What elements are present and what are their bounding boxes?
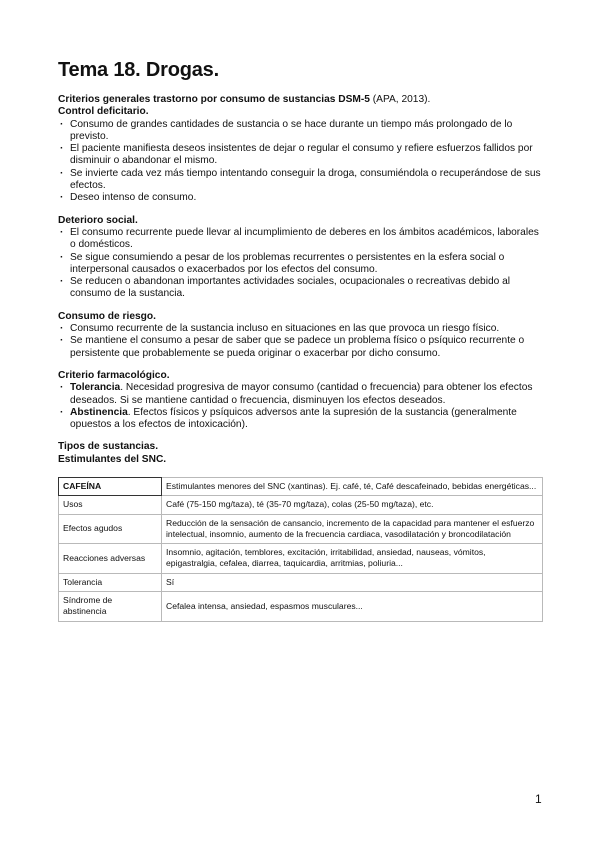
item-text: Se invierte cada vez más tiempo intentando conseguir la droga, consumiéndola o recuperándose de sus efectos. [70, 167, 541, 192]
list-item [58, 168, 545, 193]
list-item [58, 382, 545, 407]
caffeine-table [58, 477, 543, 622]
table-row [59, 496, 543, 514]
row-key: Tolerancia [59, 573, 162, 591]
item-text: Consumo recurrente de la sustancia incluso en situaciones en las que provoca un riesgo físico. [70, 323, 500, 335]
section-heading: Consumo de riesgo. [58, 310, 156, 322]
stimulants-heading: Estimulantes del SNC. [58, 453, 167, 465]
item-bold: Abstinencia [70, 406, 128, 418]
section-control-deficitario [58, 106, 545, 204]
row-value: Insomnio, agitación, temblores, excitación, irritabilidad, ansiedad, nauseas, vómitos, epigastralgia, cefalea, diarrea, taquicardia, arritmias, poliuria... [162, 544, 543, 574]
list-item [58, 323, 545, 335]
bullet-list [58, 323, 545, 360]
list-item [58, 227, 545, 252]
item-text: El paciente manifiesta deseos insistentes de dejar o regular el consumo y refiere esfuerzos fallidos por disminuir o abandonar el mismo. [70, 143, 533, 167]
row-value: Café (75-150 mg/taza), té (35-70 mg/taza), colas (25-50 mg/taza), etc. [162, 496, 543, 514]
section-heading: Control deficitario. [58, 106, 149, 118]
page-number: 1 [535, 792, 542, 806]
row-key: Efectos agudos [59, 514, 162, 544]
table-row [59, 573, 543, 591]
list-item [58, 252, 545, 277]
page-title: Tema 18. Drogas. [58, 59, 219, 81]
item-text: El consumo recurrente puede llevar al incumplimiento de deberes en los ámbitos académicos, laborales o domésticos. [70, 226, 539, 251]
criteria-heading-bold: Criterios generales trastorno por consumo de sustancias DSM-5 [58, 94, 370, 105]
item-text: . Necesidad progresiva de mayor consumo (cantidad o frecuencia) para obtener los efectos deseados. Si se mantiene cantidad o frecuencia, disminuyen los efectos deseados. [70, 382, 533, 406]
types-heading: Tipos de sustancias. [58, 441, 159, 453]
criteria-heading-citation: (APA, 2013). [369, 94, 431, 105]
section-deterioro-social [58, 215, 545, 301]
item-text: Consumo de grandes cantidades de sustancia o se hace durante un tiempo más prolongado de lo previsto. [70, 118, 513, 142]
row-value: Cefalea intensa, ansiedad, espasmos musculares... [162, 592, 543, 622]
item-text: Se sigue consumiendo a pesar de los problemas recurrentes o persistentes en la esfera social o interpersonal causados o exacerbados por los efectos del consumo. [70, 251, 505, 275]
criteria-heading [58, 94, 545, 106]
row-key: Síndrome de abstinencia [59, 592, 162, 622]
row-value: Estimulantes menores del SNC (xantinas). Ej. café, té, Café descafeinado, bebidas energéticas... [162, 478, 543, 496]
item-text: Deseo intenso de consumo. [70, 192, 197, 204]
table-row [59, 478, 543, 496]
section-heading: Criterio farmacológico. [58, 369, 170, 381]
item-text: Se reducen o abandonan importantes actividades sociales, ocupacionales o recreativas debido al consumo de la sustancia. [70, 276, 511, 300]
list-item [58, 143, 545, 168]
document-body [58, 94, 545, 466]
section-heading: Deterioro social. [58, 214, 138, 226]
section-consumo-de-riesgo [58, 311, 545, 360]
list-item [58, 335, 545, 360]
row-key: Usos [59, 496, 162, 514]
table-row [59, 544, 543, 574]
section-criterio-farmacologico [58, 370, 545, 431]
bullet-list [58, 227, 545, 301]
row-key: CAFEÍNA [59, 478, 162, 496]
table-row [59, 514, 543, 544]
item-text: Se mantiene el consumo a pesar de saber que se padece un problema físico o psíquico recurrente o persistente que probablemente se pueda originar o exacerbar por dicho consumo. [70, 335, 525, 359]
list-item [58, 119, 545, 144]
bullet-list [58, 119, 545, 205]
row-value: Reducción de la sensación de cansancio, incremento de la capacidad para mantener el esfuerzo intelectual, insomnio, aumento de la frecuencia cardiaca, vasodilatación y broncodilatación [162, 514, 543, 544]
table-row [59, 592, 543, 622]
list-item [58, 407, 545, 432]
row-key: Reacciones adversas [59, 544, 162, 574]
list-item [58, 192, 545, 204]
item-text: . Efectos físicos y psíquicos adversos ante la supresión de la sustancia (generalmente opuestos a los efectos de intoxicación). [70, 406, 517, 431]
bullet-list [58, 382, 545, 431]
item-bold: Tolerancia [70, 382, 121, 394]
row-value: Sí [162, 573, 543, 591]
list-item [58, 276, 545, 301]
